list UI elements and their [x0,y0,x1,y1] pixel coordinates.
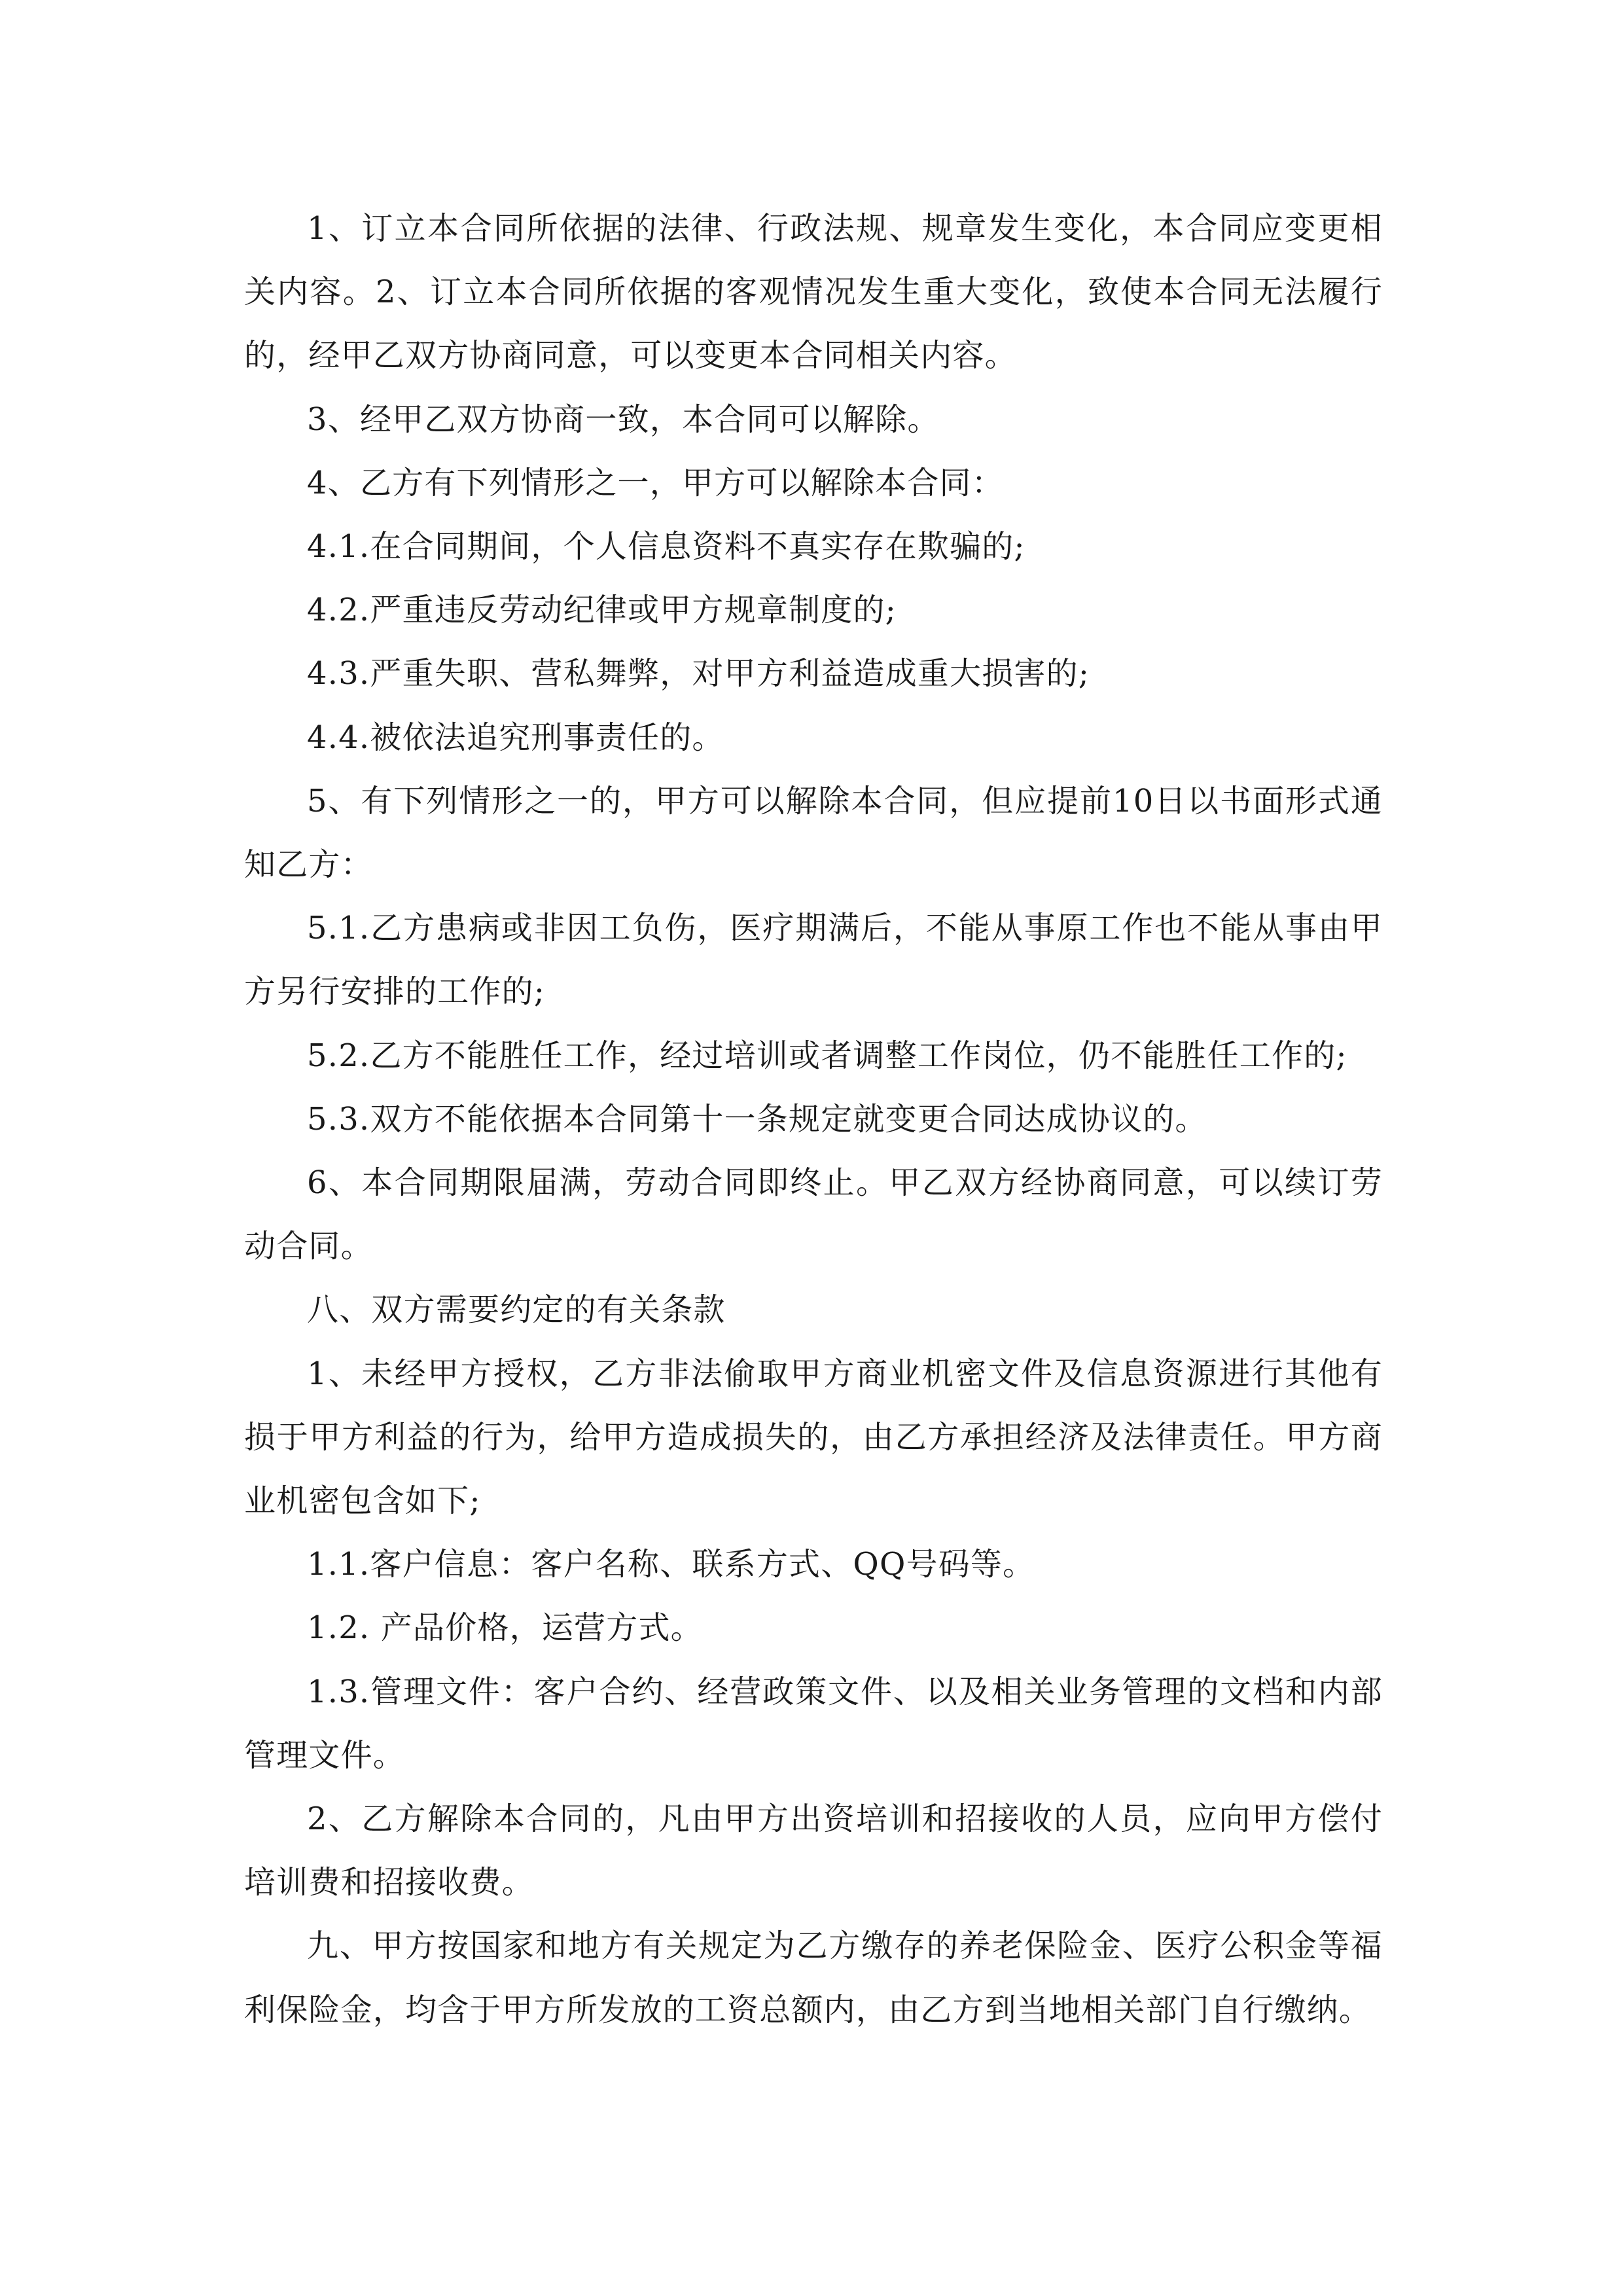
section-heading-9-insurance: 九、甲方按国家和地方有关规定为乙方缴存的养老保险金、医疗公积金等福利保险金，均含于甲方所发放的工资总额内，由乙方到当地相关部门自行缴纳。 [244,1928,1383,2028]
paragraph-clause-4-3: 4.3.严重失职、营私舞弊，对甲方利益造成重大损害的; [307,655,1090,692]
paragraph-mutual-termination: 3、经甲乙双方协商一致，本合同可以解除。 [307,401,940,438]
paragraph-training-fees: 2、乙方解除本合同的，凡由甲方出资培训和招接收的人员，应向甲方偿付培训费和招接收费。 [244,1801,1383,1901]
paragraph-clause-5-2: 5.2.乙方不能胜任工作，经过培训或者调整工作岗位，仍不能胜任工作的; [307,1037,1347,1074]
section-heading-8: 八、双方需要约定的有关条款 [307,1291,726,1329]
paragraph-contract-expiry: 6、本合同期限届满，劳动合同即终止。甲乙双方经协商同意，可以续订劳动合同。 [244,1164,1383,1265]
paragraph-clause-4-2: 4.2.严重违反劳动纪律或甲方规章制度的; [307,592,897,629]
paragraph-clause-4-1: 4.1.在合同期间，个人信息资料不真实存在欺骗的; [307,528,1026,565]
paragraph-clause-5-1: 5.1.乙方患病或非因工负伤，医疗期满后，不能从事原工作也不能从事由甲方另行安排的工作的; [244,910,1383,1011]
paragraph-clause-1-2: 1.2. 产品价格，运营方式。 [307,1609,703,1647]
paragraph-clause-1-3: 1.3.管理文件：客户合约、经营政策文件、以及相关业务管理的文档和内部管理文件。 [244,1673,1383,1774]
contract-body [244,197,1383,2042]
paragraph-confidentiality: 1、未经甲方授权，乙方非法偷取甲方商业机密文件及信息资源进行其他有损于甲方利益的行为，给甲方造成损失的，由乙方承担经济及法律责任。甲方商业机密包含如下; [244,1355,1383,1520]
paragraph-clause-1-1: 1.1.客户信息：客户名称、联系方式、QQ号码等。 [307,1546,1035,1583]
paragraph-clause-5-3: 5.3.双方不能依据本合同第十一条规定就变更合同达成协议的。 [307,1100,1207,1138]
paragraph-clause-4-4: 4.4.被依法追究刑事责任的。 [307,719,724,756]
paragraph-change-clause: 1、订立本合同所依据的法律、行政法规、规章发生变化，本合同应变更相关内容。2、订立本合同所依据的客观情况发生重大变化，致使本合同无法履行的，经甲乙双方协商同意，可以变更本合同相关内容。 [244,210,1383,374]
paragraph-notice-termination: 5、有下列情形之一的，甲方可以解除本合同，但应提前10日以书面形式通知乙方： [244,782,1383,884]
paragraph-termination-conditions: 4、乙方有下列情形之一，甲方可以解除本合同： [307,464,1004,501]
